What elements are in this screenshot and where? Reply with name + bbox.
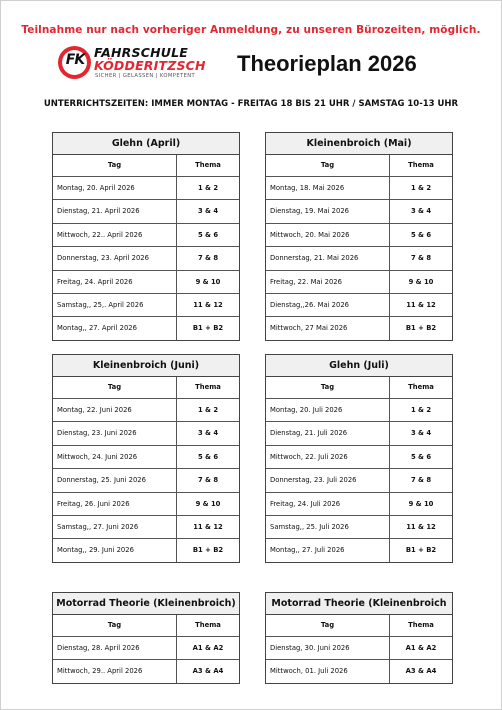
- table-row: [266, 271, 452, 294]
- topic-cell: B1 + B2: [405, 546, 437, 555]
- topic-cell: 1 & 2: [410, 406, 432, 414]
- date-cell: Montag,, 27. April 2026: [53, 317, 177, 339]
- date-cell: Samstag,, 25,. April 2026: [53, 294, 177, 316]
- column-header-thema: Thema: [408, 383, 434, 391]
- table-header-row: [266, 155, 452, 177]
- table-row: [53, 660, 239, 682]
- date-cell: Mittwoch, 22.. April 2026: [53, 224, 177, 246]
- table-header-row: [53, 615, 239, 637]
- table-row: [266, 493, 452, 516]
- table-header-row: [53, 377, 239, 399]
- topic-cell: 11 & 12: [193, 300, 223, 309]
- column-header-tag: Tag: [266, 155, 390, 176]
- topic-cell: 7 & 8: [197, 476, 219, 485]
- date-cell: Mittwoch, 24. Juni 2026: [53, 446, 177, 468]
- table-row: [266, 446, 452, 469]
- table-title: Glehn (April): [53, 133, 239, 155]
- column-header-thema: Thema: [408, 161, 434, 169]
- table-row: [266, 317, 452, 339]
- page-title: Theorieplan 2026: [237, 51, 417, 76]
- date-cell: Mittwoch, 20. Mai 2026: [266, 224, 390, 246]
- date-cell: Samstag,, 27. Juni 2026: [53, 516, 177, 538]
- table-header-row: [266, 615, 452, 637]
- logo-tagline: SICHER | GELASSEN | KOMPETENT: [95, 73, 196, 79]
- topic-cell: 11 & 12: [406, 522, 436, 531]
- table-row: [266, 294, 452, 317]
- topic-cell: 3 & 4: [197, 207, 219, 216]
- column-header-thema: Thema: [408, 621, 434, 629]
- date-cell: Dienstag, 19. Mai 2026: [266, 200, 390, 222]
- date-cell: Dienstag, 21. Juli 2026: [266, 422, 390, 444]
- column-header-tag: Tag: [53, 155, 177, 176]
- table-row: [266, 469, 452, 492]
- date-cell: Mittwoch, 27 Mai 2026: [266, 317, 390, 339]
- topic-cell: A1 & A2: [405, 644, 437, 652]
- column-header-thema: Thema: [195, 621, 221, 629]
- date-cell: Montag, 20. Juli 2026: [266, 399, 390, 421]
- date-cell: Mittwoch, 01. Juli 2026: [266, 660, 390, 682]
- date-cell: Montag,, 29. Juni 2026: [53, 539, 177, 561]
- date-cell: Donnerstag, 21. Mai 2026: [266, 247, 390, 269]
- topic-cell: 9 & 10: [195, 499, 221, 508]
- lesson-hours: UNTERRICHTSZEITEN: IMMER MONTAG - FREITAG 18 BIS 21 UHR / SAMSTAG 10-13 UHR: [43, 99, 459, 109]
- topic-cell: 5 & 6: [410, 452, 432, 461]
- table-row: [53, 637, 239, 660]
- schedule-table: [52, 132, 240, 341]
- topic-cell: 3 & 4: [197, 429, 219, 438]
- topic-cell: 3 & 4: [410, 429, 432, 438]
- table-row: [53, 224, 239, 247]
- table-row: [53, 399, 239, 422]
- table-title: Motorrad Theorie (Kleinenbroich): [53, 593, 239, 615]
- table-row: [53, 493, 239, 516]
- table-row: [266, 637, 452, 660]
- column-header-tag: Tag: [266, 615, 390, 636]
- topic-cell: A3 & A4: [192, 667, 224, 676]
- date-cell: Samstag,, 25. Juli 2026: [266, 516, 390, 538]
- schedule-table: [265, 592, 453, 684]
- table-row: [53, 177, 239, 200]
- table-row: [53, 294, 239, 317]
- table-row: [53, 539, 239, 561]
- date-cell: Dienstag, 28. April 2026: [53, 637, 177, 659]
- date-cell: Montag, 22. Juni 2026: [53, 399, 177, 421]
- table-row: [53, 469, 239, 492]
- date-cell: Dienstag, 21. April 2026: [53, 200, 177, 222]
- topic-cell: 11 & 12: [406, 300, 436, 309]
- topic-cell: 1 & 2: [410, 184, 432, 192]
- date-cell: Montag, 20. April 2026: [53, 177, 177, 199]
- topic-cell: B1 + B2: [405, 324, 437, 333]
- table-row: [53, 247, 239, 270]
- date-cell: Dienstag,,26. Mai 2026: [266, 294, 390, 316]
- table-row: [53, 200, 239, 223]
- topic-cell: 1 & 2: [197, 184, 219, 192]
- table-title: Glehn (Juli): [266, 355, 452, 377]
- table-header-row: [266, 377, 452, 399]
- column-header-thema: Thema: [195, 383, 221, 391]
- topic-cell: 5 & 6: [410, 230, 432, 239]
- table-row: [266, 516, 452, 539]
- table-header-row: [53, 155, 239, 177]
- school-logo: [58, 45, 208, 87]
- column-header-tag: Tag: [266, 377, 390, 398]
- table-row: [266, 539, 452, 561]
- date-cell: Montag,, 27. Juli 2026: [266, 539, 390, 561]
- topic-cell: A1 & A2: [192, 644, 224, 652]
- table-row: [53, 516, 239, 539]
- topic-cell: 1 & 2: [197, 406, 219, 414]
- topic-cell: 11 & 12: [193, 522, 223, 531]
- topic-cell: B1 + B2: [192, 324, 224, 333]
- topic-cell: 9 & 10: [195, 277, 221, 286]
- column-header-tag: Tag: [53, 377, 177, 398]
- topic-cell: 7 & 8: [410, 476, 432, 485]
- schedule-table: [52, 354, 240, 563]
- date-cell: Freitag, 24. April 2026: [53, 271, 177, 293]
- table-row: [266, 399, 452, 422]
- table-row: [53, 446, 239, 469]
- topic-cell: 9 & 10: [408, 277, 434, 286]
- date-cell: Dienstag, 23. Juni 2026: [53, 422, 177, 444]
- date-cell: Dienstag, 30. Juni 2026: [266, 637, 390, 659]
- date-cell: Mittwoch, 22. Juli 2026: [266, 446, 390, 468]
- registration-notice: Teilnahme nur nach vorheriger Anmeldung, zu unseren Bürozeiten, möglich.: [21, 24, 481, 36]
- topic-cell: 7 & 8: [410, 254, 432, 263]
- date-cell: Donnerstag, 23. Juli 2026: [266, 469, 390, 491]
- topic-cell: 5 & 6: [197, 452, 219, 461]
- topic-cell: 9 & 10: [408, 499, 434, 508]
- date-cell: Mittwoch, 29.. April 2026: [53, 660, 177, 682]
- date-cell: Freitag, 24. Juli 2026: [266, 493, 390, 515]
- date-cell: Freitag, 22. Mai 2026: [266, 271, 390, 293]
- topic-cell: 3 & 4: [410, 207, 432, 216]
- table-row: [266, 660, 452, 682]
- table-row: [53, 317, 239, 339]
- date-cell: Donnerstag, 25. Juni 2026: [53, 469, 177, 491]
- logo-line-2: KÖDDERITZSCH: [94, 58, 206, 73]
- table-row: [53, 271, 239, 294]
- table-row: [266, 200, 452, 223]
- table-title: Kleinenbroich (Juni): [53, 355, 239, 377]
- table-title: Kleinenbroich (Mai): [266, 133, 452, 155]
- topic-cell: 7 & 8: [197, 254, 219, 263]
- column-header-tag: Tag: [53, 615, 177, 636]
- table-row: [266, 177, 452, 200]
- table-row: [266, 247, 452, 270]
- column-header-thema: Thema: [195, 161, 221, 169]
- topic-cell: B1 + B2: [192, 546, 224, 555]
- table-row: [266, 224, 452, 247]
- topic-cell: A3 & A4: [405, 667, 437, 676]
- topic-cell: 5 & 6: [197, 230, 219, 239]
- date-cell: Freitag, 26. Juni 2026: [53, 493, 177, 515]
- schedule-table: [265, 132, 453, 341]
- logo-mark: FK: [65, 52, 85, 68]
- schedule-table: [52, 592, 240, 684]
- logo-line-1: FAHRSCHULE: [94, 45, 188, 60]
- date-cell: Donnerstag, 23. April 2026: [53, 247, 177, 269]
- date-cell: Montag, 18. Mai 2026: [266, 177, 390, 199]
- table-row: [266, 422, 452, 445]
- table-row: [53, 422, 239, 445]
- schedule-table: [265, 354, 453, 563]
- table-title: Motorrad Theorie (Kleinenbroich: [266, 593, 452, 615]
